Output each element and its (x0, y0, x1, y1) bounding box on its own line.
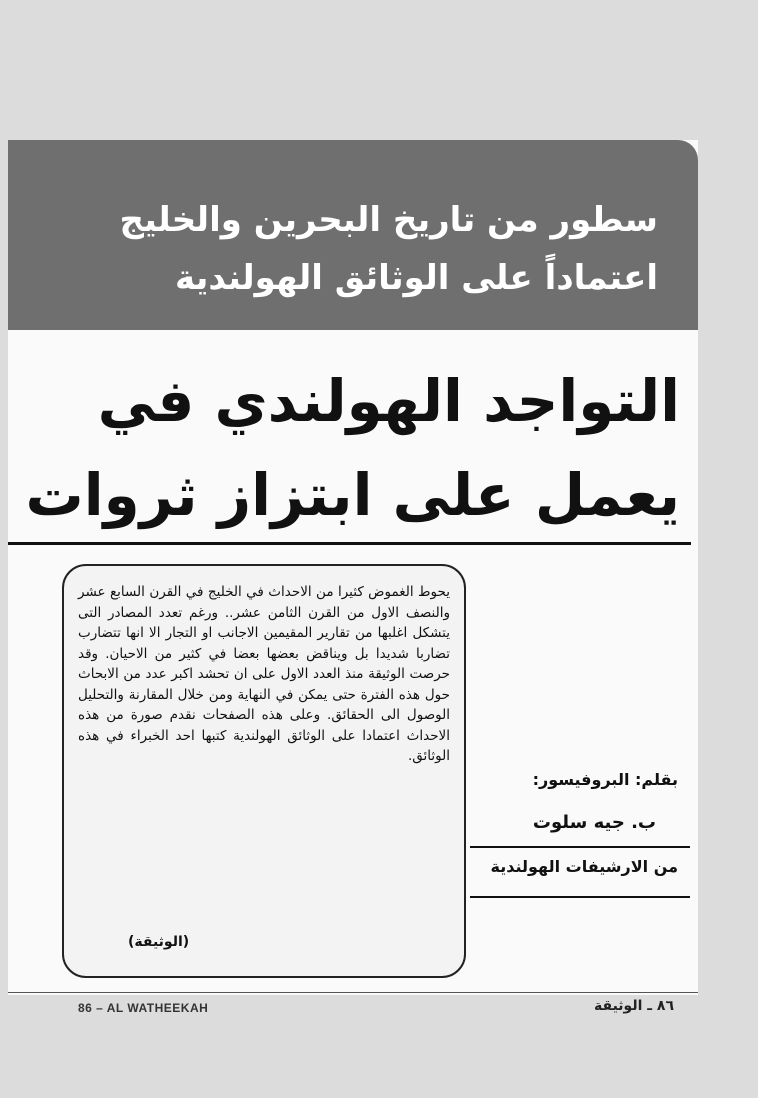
footer-divider (8, 992, 698, 993)
footer-page-label-arabic: ٨٦ ـ الوثيقة (594, 998, 674, 1014)
intro-box (62, 564, 466, 978)
source-line: من الارشيفات الهولندية (490, 857, 678, 876)
headline-line-1: التواجد الهولندي في (97, 367, 680, 435)
source-rule-bottom (470, 896, 690, 898)
intro-text: يحوط الغموض كثيرا من الاحداث في الخليج في القرن السابع عشر والنصف الاول من القرن الثامن عشر.. ورغم تعدد المصادر التى يتشكل اغلبها من تقارير المقيمين الاجانب او التجار الا انها تتضارب تضاربا شديدا بل ويناقض بعضها بعضا في كثير من الاحيان. وقد حرصت الوثيقة منذ العدد الاول على ان تحشد اكبر عدد من الابحاث حول هذه الفترة حتى يمكن في النهاية ومن خلال المقارنة والتحليل الوصول الى الحقائق. وعلى هذه الصفحات نقدم صورة من هذه الاحداث اعتمادا على الوثائق الهولندية كتبها احد الخبراء في هذه الوثائق. (78, 584, 450, 764)
header-banner (8, 140, 698, 330)
headline-line-2: يعمل على ابتزاز ثروات (25, 461, 680, 529)
headline-divider (8, 542, 691, 545)
author-name: ب. جيه سلوت (532, 812, 656, 833)
footer-page-label-latin: 86 – AL WATHEEKAH (78, 1001, 209, 1015)
source-rule-top (470, 846, 690, 848)
author-label: بقلم: البروفيسور: (532, 770, 678, 789)
banner-title-line-1: سطور من تاريخ البحرين والخليج (119, 200, 658, 240)
magazine-page (8, 140, 698, 995)
intro-signature: (الوثيقة) (128, 934, 190, 950)
banner-title-line-2: اعتماداً على الوثائق الهولندية (175, 258, 658, 298)
